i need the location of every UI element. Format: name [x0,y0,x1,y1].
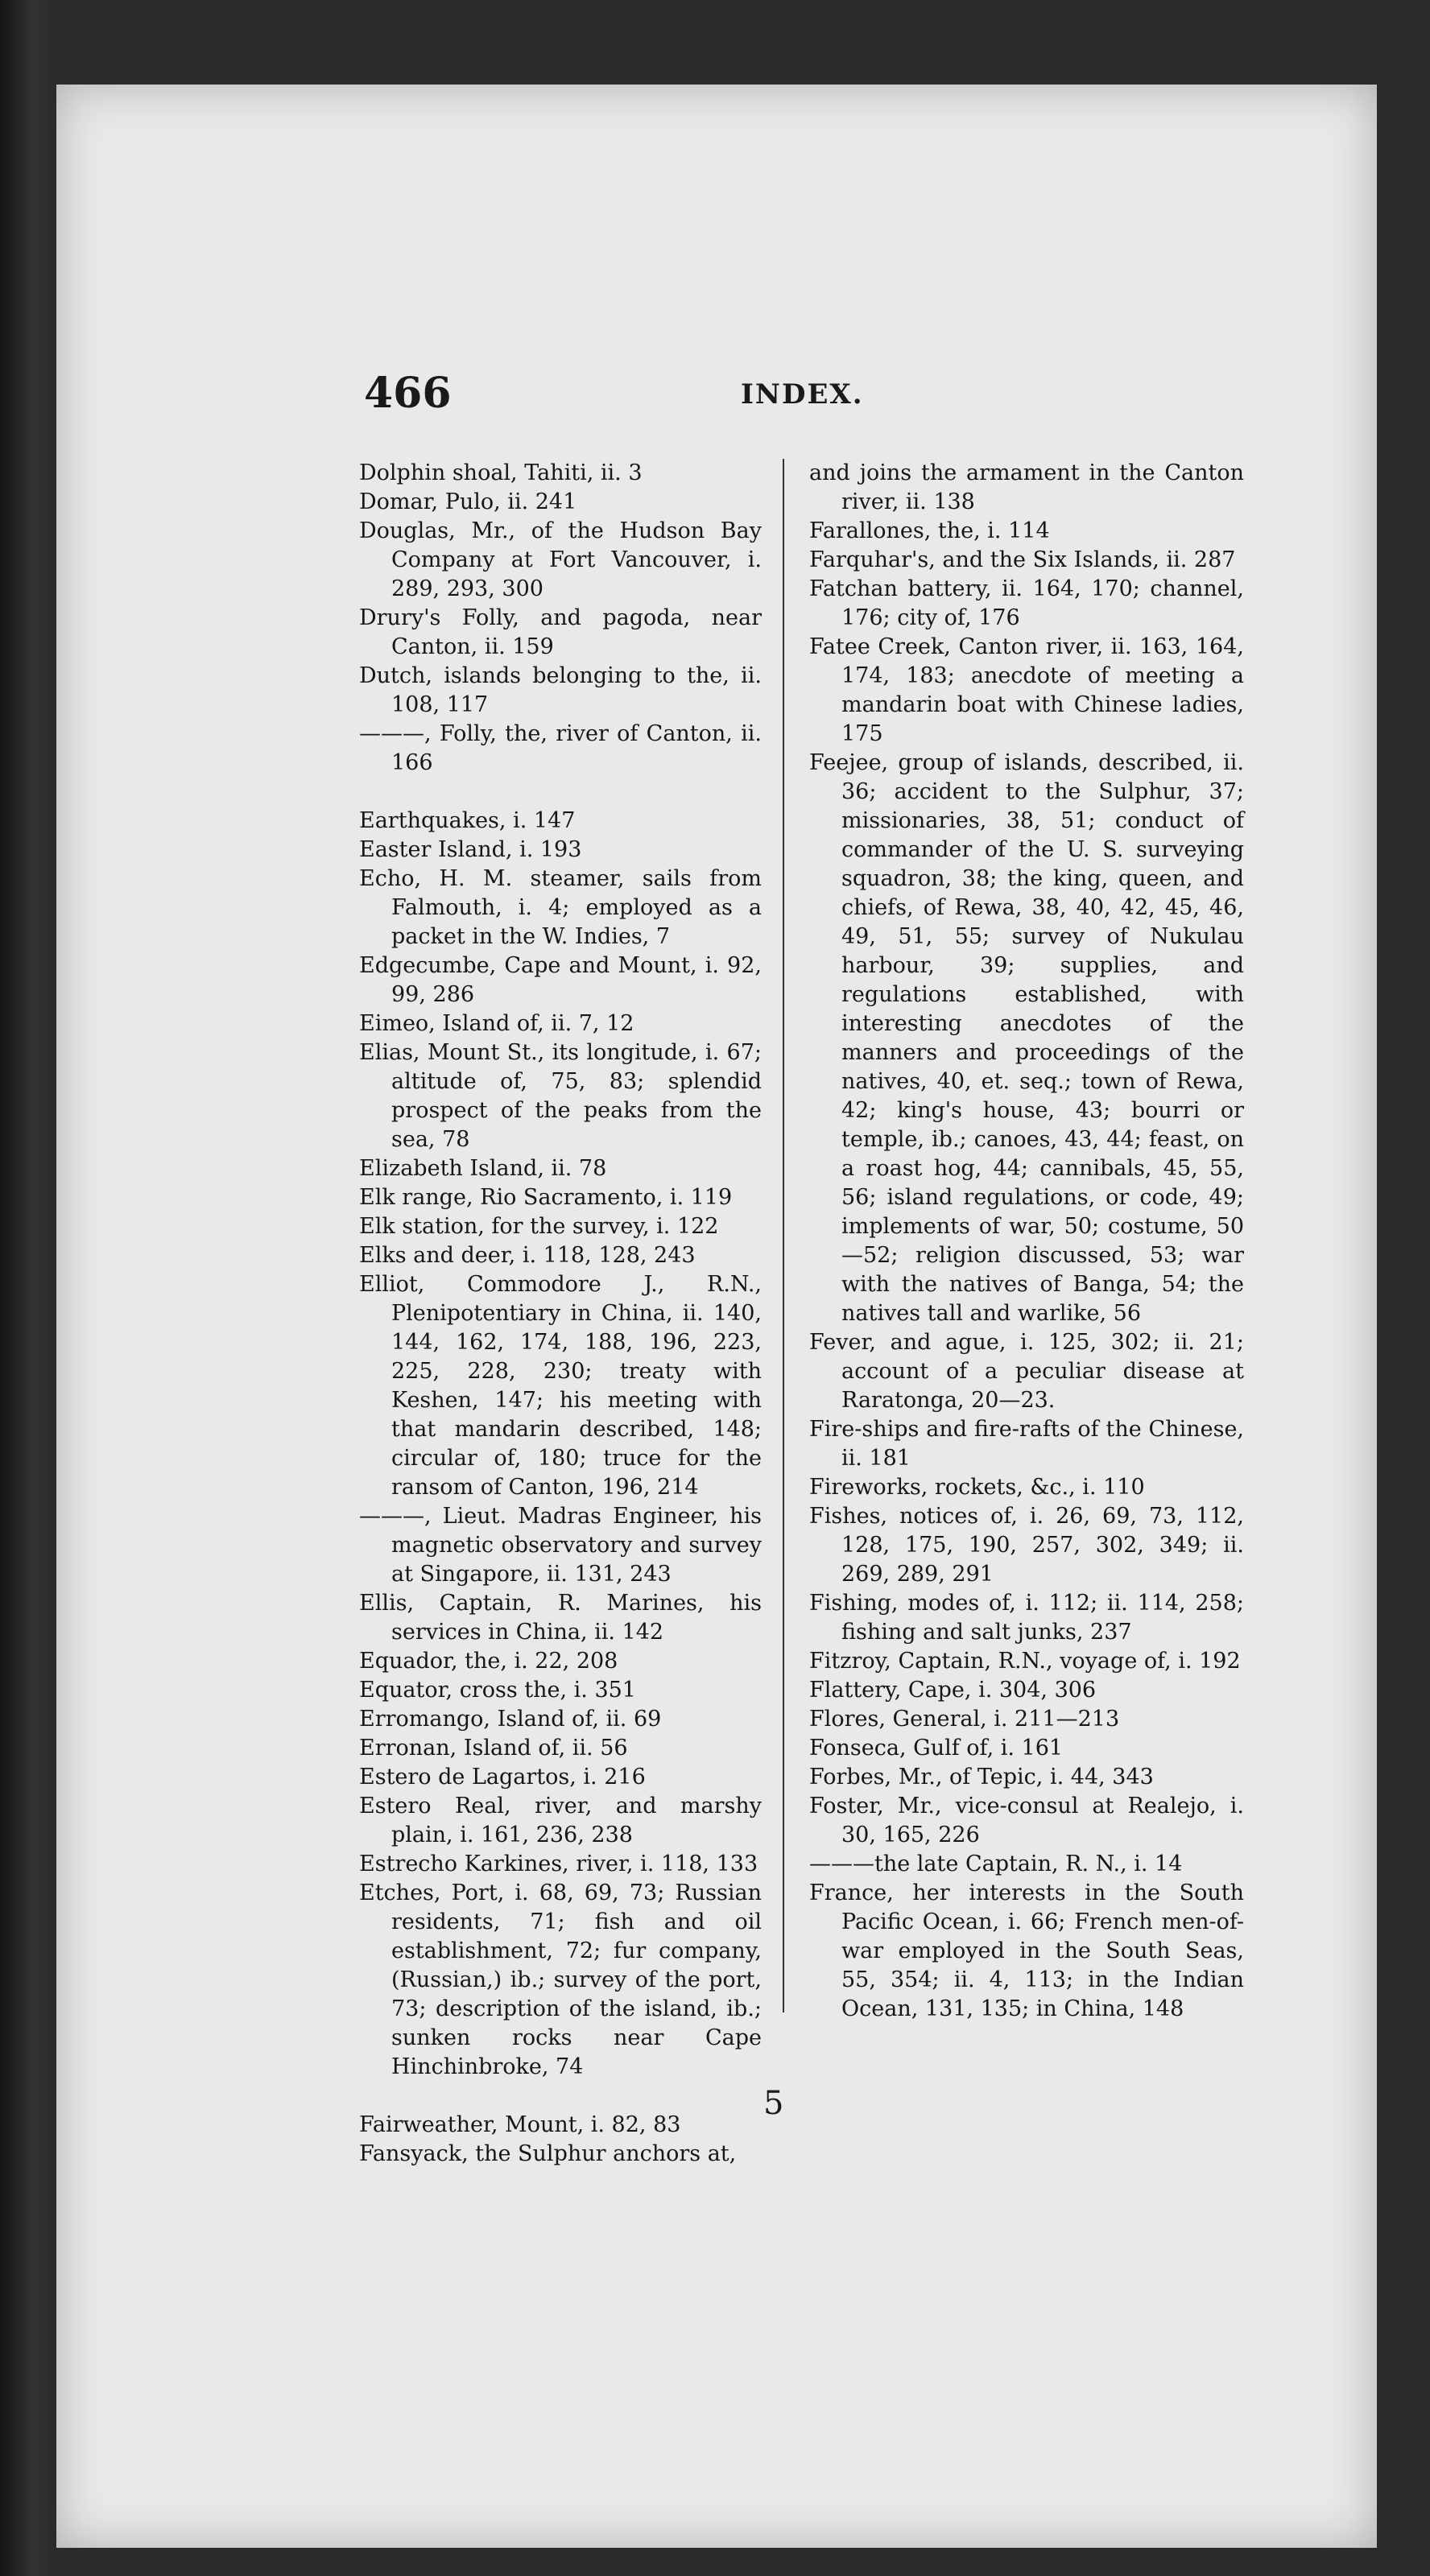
index-entry: Elks and deer, i. 118, 128, 243 [359,1243,696,1268]
index-entry: Fitzroy, Captain, R.N., voyage of, i. 192 [809,1649,1241,1674]
index-entry: Estero de Lagartos, i. 216 [359,1765,646,1790]
signature-mark: 5 [763,2085,784,2122]
index-entry: Equator, cross the, i. 351 [359,1678,636,1703]
index-entry: Flattery, Cape, i. 304, 306 [809,1678,1097,1703]
page-number: 466 [364,369,452,418]
index-entry: Elizabeth Island, ii. 78 [359,1156,607,1181]
index-entry: Dutch, islands belonging to the, ii. 108, 117 [359,663,762,717]
index-entry: Equador, the, i. 22, 208 [359,1649,618,1674]
page-header [0,369,1430,425]
index-entry: Fairweather, Mount, i. 82, 83 [359,2112,681,2137]
index-entry: Forbes, Mr., of Tepic, i. 44, 343 [809,1765,1154,1790]
index-entry: Etches, Port, i. 68, 69, 73; Russian residents, 71; fish and oil establishment, 72; fur company, (Russian,) ib.; survey of the port, 73; description of the island, ib.; sunken rocks near Cape Hinchinbroke, 74 [359,1880,762,2079]
index-entry: Fever, and ague, i. 125, 302; ii. 21; account of a peculiar disease at Raratonga, 20—23. [809,1330,1244,1413]
index-entry: Foster, Mr., vice-consul at Realejo, i. 30, 165, 226 [809,1794,1244,1847]
index-entry: ———, Lieut. Madras Engineer, his magnetic observatory and survey at Singapore, ii. 131, 243 [359,1504,762,1587]
index-entry: Fire-ships and fire-rafts of the Chinese, ii. 181 [809,1417,1244,1471]
index-entry: Flores, General, i. 211—213 [809,1707,1120,1732]
index-entry: Edgecumbe, Cape and Mount, i. 92, 99, 286 [359,953,762,1007]
index-entry: Eimeo, Island of, ii. 7, 12 [359,1011,634,1036]
index-entry: Dolphin shoal, Tahiti, ii. 3 [359,460,643,485]
index-entry: Elk station, for the survey, i. 122 [359,1214,719,1239]
index-entry: and joins the armament in the Canton river, ii. 138 [809,460,1244,514]
index-entry: Estero Real, river, and marshy plain, i. 161, 236, 238 [359,1794,762,1847]
index-entry: Elk range, Rio Sacramento, i. 119 [359,1185,733,1210]
index-entry: Fonseca, Gulf of, i. 161 [809,1736,1064,1761]
section-gap [359,778,762,807]
index-entry: Fireworks, rockets, &c., i. 110 [809,1475,1145,1500]
index-entry: Feejee, group of islands, described, ii. 36; accident to the Sulphur, 37; missionaries, 38, 51; conduct of commander of the U. S. surveying squadron, 38; the king, queen, and chiefs, of Rewa, 38, 40, 42, 45, 46, 49, 51, 55; survey of Nukulau harbour, 39; supplies, and regulations established, with interesting anecdotes of the manners and proceedings of the natives, 40, et. seq.; town of Rewa, 42; king's house, 43; bourri or temple, ib.; canoes, 43, 44; feast, on a roast hog, 44; cannibals, 45, 55, 56; island regulations, or code, 49; implements of war, 50; costume, 50—52; religion discussed, 53; war with the natives of Banga, 54; the natives tall and warlike, 56 [809,750,1244,1326]
running-head: INDEX. [741,378,864,411]
index-entry: Farquhar's, and the Six Islands, ii. 287 [809,547,1236,572]
index-entry: Domar, Pulo, ii. 241 [359,489,577,514]
index-entry: France, her interests in the South Pacific Ocean, i. 66; French men-of-war employed in the South Seas, 55, 354; ii. 4, 113; in the Indian Ocean, 131, 135; in China, 148 [809,1880,1244,2021]
index-entry: ———the late Captain, R. N., i. 14 [809,1852,1183,1876]
index-entry: Fansyack, the Sulphur anchors at, [359,2141,737,2166]
index-entry: Elias, Mount St., its longitude, i. 67; altitude of, 75, 83; splendid prospect of the peaks from the sea, 78 [359,1040,762,1152]
index-entry: Fatee Creek, Canton river, ii. 163, 164, 174, 183; anecdote of meeting a mandarin boat with Chinese ladies, 175 [809,634,1244,746]
index-entry: Farallones, the, i. 114 [809,518,1050,543]
index-entry: ———, Folly, the, river of Canton, ii. 166 [359,721,762,775]
section-gap [359,2082,762,2111]
index-entry: Drury's Folly, and pagoda, near Canton, ii. 159 [359,605,762,659]
index-entry: Erronan, Island of, ii. 56 [359,1736,628,1761]
index-entry: Ellis, Captain, R. Marines, his services in China, ii. 142 [359,1591,762,1645]
index-entry: Easter Island, i. 193 [359,837,582,862]
index-entry: Estrecho Karkines, river, i. 118, 133 [359,1852,758,1876]
index-entry: Fishes, notices of, i. 26, 69, 73, 112, 128, 175, 190, 257, 302, 349; ii. 269, 289, 291 [809,1504,1244,1587]
index-column-left [359,459,762,2169]
index-entry: Elliot, Commodore J., R.N., Plenipotentiary in China, ii. 140, 144, 162, 174, 188, 196, 223, 225, 228, 230; treaty with Keshen, 147; his meeting with that mandarin described, 148; circular of, 180; truce for the ransom of Canton, 196, 214 [359,1272,762,1500]
index-entry: Fishing, modes of, i. 112; ii. 114, 258; fishing and salt junks, 237 [809,1591,1244,1645]
index-entry: Erromango, Island of, ii. 69 [359,1707,662,1732]
index-entry: Echo, H. M. steamer, sails from Falmouth, i. 4; employed as a packet in the W. Indies, 7 [359,866,762,949]
index-entry: Fatchan battery, ii. 164, 170; channel, 176; city of, 176 [809,576,1244,630]
column-divider [783,459,784,2013]
index-entry: Douglas, Mr., of the Hudson Bay Company at Fort Vancouver, i. 289, 293, 300 [359,518,762,601]
index-entry: Earthquakes, i. 147 [359,808,576,833]
index-column-right [809,459,1244,2024]
